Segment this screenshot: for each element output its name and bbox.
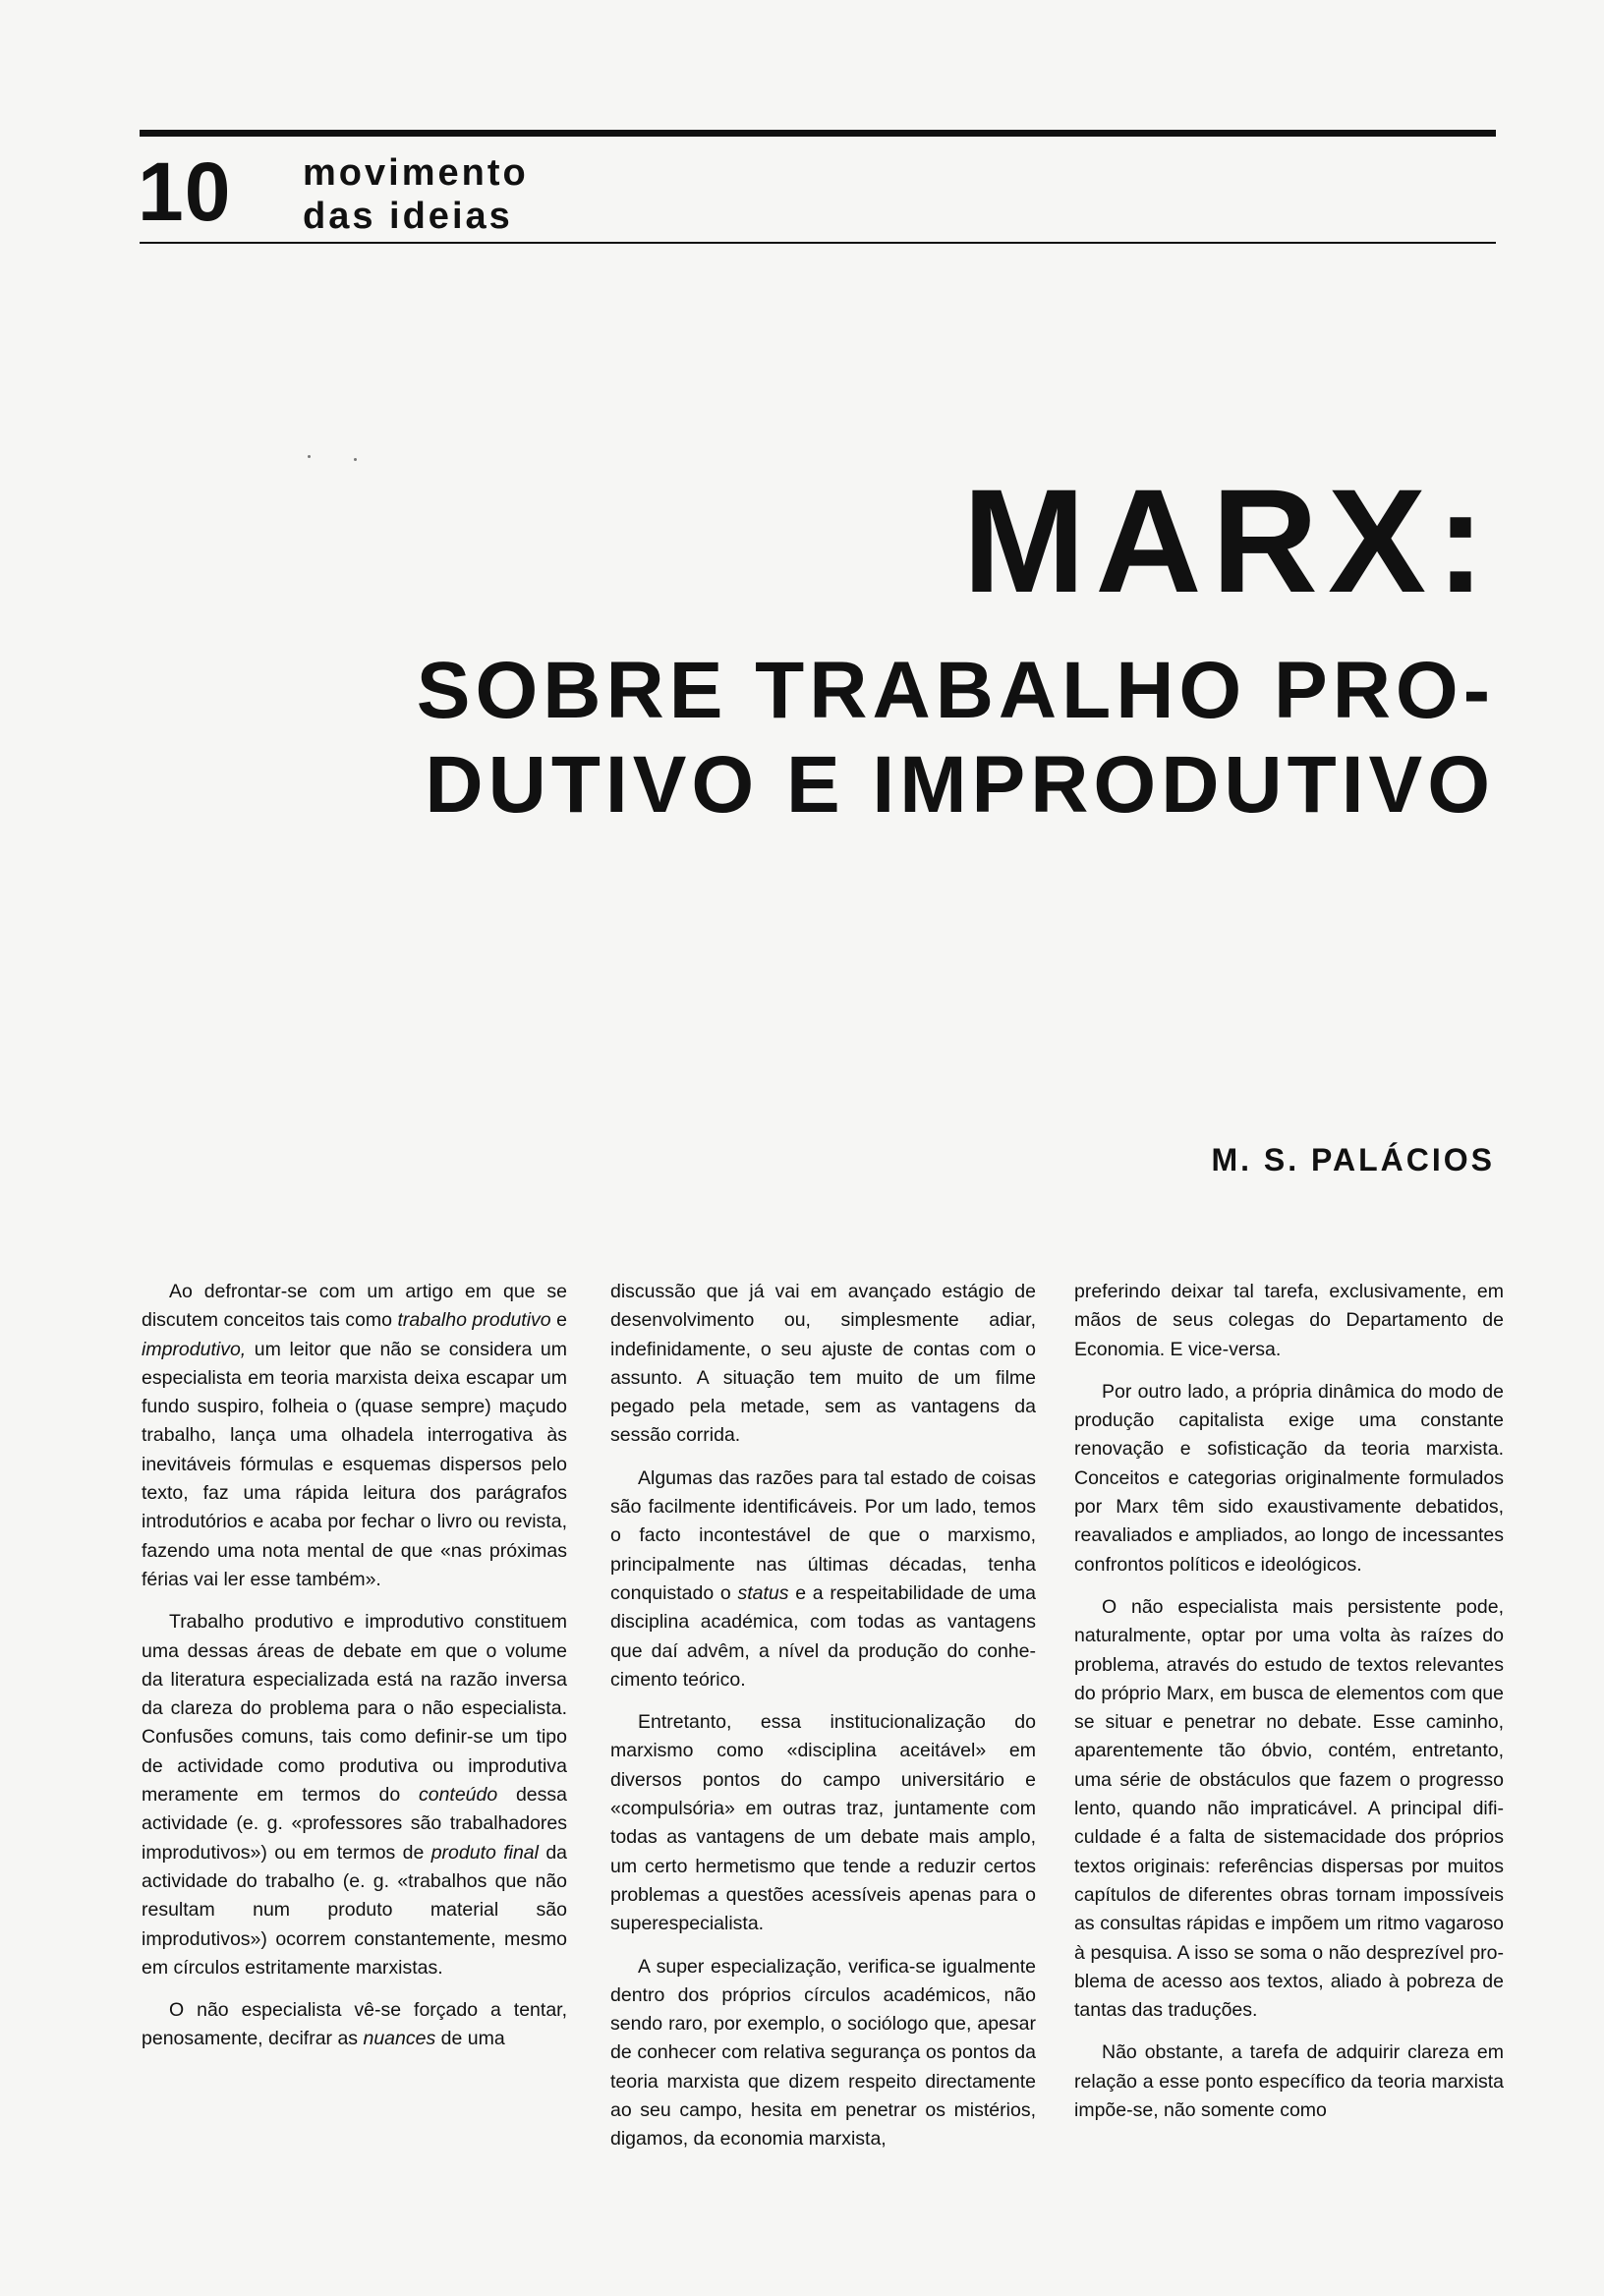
paragraph-text: de uma <box>435 2028 505 2050</box>
article-author: M. S. PALÁCIOS <box>1211 1142 1495 1177</box>
paragraph-text: Ao defrontar-se com um artigo em que se discutem conceitos tais como <box>142 1281 567 1332</box>
paragraph: Por outro lado, a própria dinâmica do modo de produção capitalista exige uma constante renovação e sofisticação da teoria marxista. Conceitos e categorias originalmente formulados por Marx têm sido exaustivamente debatidos, reavaliados e ampliados, ao longo de incessantes confrontos políticos e ideológicos. <box>1074 1380 1504 1576</box>
paragraph-text: da actividade do trabalho (e. g. «trabalhos que não resultam num produto material são improdutivos») ocorrem constantemente, mesmo em círculos estritamente marxistas. <box>142 1841 568 1979</box>
paragraph: Não obstante, a tarefa de adquirir clareza em relação a esse ponto específico da teoria marxista impõe-se, não somente como <box>1074 2041 1504 2122</box>
paragraph-text: Algumas das razões para tal estado de coisas são facilmente identificáveis. Por um lado, temos o facto incontestável de que o marxismo, principalmente nas últimas décadas, tenha conquistado o <box>610 1466 1036 1604</box>
print-speck <box>308 455 311 458</box>
paragraph: A super especialização, verifica-se igualmente dentro dos próprios círculos académicos, não sendo raro, por exemplo, o sociólogo que, apesar de conhecer com relativa segurança os pontos da teoria marxista que dizem respeito directamente ao seu campo, hesita em penetrar os mistérios, digamos, da economia marxista, <box>610 1955 1036 2151</box>
paragraph: preferindo deixar tal tarefa, exclusivamente, em mãos de seus colegas do Departamento de Economia. E vice-versa. <box>1074 1281 1504 1360</box>
header-top-rule <box>140 130 1496 137</box>
paragraph-text: um leitor que não se considera um especialista em teoria marxista deixa escapar um fundo suspiro, folheia o (quase sempre) maçudo trabalho, lança uma olhadela interrogativa às inevitáveis fórmulas e esquemas dispersos pelo texto, faz uma rápida leitura dos parágrafos introdutórios e acaba por fechar o livro ou revista, fazendo uma nota mental de que «nas próximas férias vai ler esse também». <box>142 1338 567 1590</box>
header-bottom-rule <box>140 242 1496 244</box>
paragraph: Entretanto, essa institucionalização do marxismo como «disciplina aceitável» em diversos pontos do campo universitário e «compulsória» em outras traz, juntamente com todas as vantagens de um debate mais amplo, um certo hermetismo que tende a reduzir certos problemas a questões acessíveis apenas para o superespecialista. <box>610 1711 1036 1935</box>
section-title-line-1: movimento <box>303 152 529 194</box>
paragraph <box>610 1464 1036 1694</box>
emphasis-text: nuances <box>363 2028 436 2050</box>
page-number: 10 <box>138 145 232 238</box>
emphasis-text: trabalho produtivo <box>397 1309 551 1332</box>
paragraph-text: O não especialista vê-se forçado a tentar, penosamente, decifrar as <box>142 1999 567 2050</box>
paragraph-text: Trabalho produtivo e improdutivo constituem uma dessas áreas de debate em que o volume da literatura especializada está na razão inversa da clareza do problema para o não especialista. Confusões comuns, tais como definir-se um tipo de actividade como produtiva ou improdutiva meramente em termos do <box>142 1611 567 1807</box>
emphasis-text: improdutivo, <box>142 1338 247 1360</box>
paragraph-text: e <box>550 1309 568 1332</box>
emphasis-text: status <box>737 1581 789 1604</box>
paragraph <box>142 1996 567 2054</box>
body-column-2 <box>610 1278 1036 2154</box>
paragraph: discussão que já vai em avançado estágio de desenvolvimento ou, simplesmente adiar, indefinidamente, o seu ajuste de contas com o assunto. A situação tem muito de um filme pegado pela metade, sem as vantagens da sessão corrida. <box>610 1281 1036 1447</box>
article-subtitle-line-1: SOBRE TRABALHO PRO- <box>416 646 1495 735</box>
article-title: MARX: <box>962 458 1495 623</box>
body-column-3 <box>1074 1278 1504 2125</box>
paragraph <box>142 1608 567 1982</box>
article-subtitle <box>273 644 1495 832</box>
paragraph <box>142 1278 567 1594</box>
body-column-1 <box>142 1278 567 2054</box>
paragraph-text: dessa actividade (e. g. «professores são trabalhadores improdutivos») ou em termos de <box>142 1784 567 1864</box>
emphasis-text: conteúdo <box>418 1784 498 1807</box>
section-title-line-2: das ideias <box>303 196 513 237</box>
section-title <box>303 151 529 238</box>
paragraph: O não especialista mais persistente pode, naturalmente, optar por uma volta às raízes do problema, através do estudo de textos relevantes do próprio Marx, em busca de elementos com que se situar e penetrar no debate. Esse caminho, aparentemente tão óbvio, contém, entretanto, uma série de obstáculos que fazem o progresso lento, quando não impraticável. A principal dificuldade é a falta de sistemacidade dos próprios textos originais: referências dispersas por muitos capítulos de diferentes obras tornam impossíveis as consultas rápidas e impõem um ritmo vagaroso à pesquisa. A isso se soma o não desprezível problema de acesso aos textos, aliado à pobreza de tantas das traduções. <box>1074 1595 1504 2022</box>
article-subtitle-line-2: DUTIVO E IMPRODUTIVO <box>425 740 1495 830</box>
emphasis-text: produto final <box>430 1841 539 1864</box>
paragraph-text: e a respeitabilidade de uma disciplina académica, com todas as vantagens que daí advêm, a nível da produção do conhecimento teórico. <box>610 1581 1036 1691</box>
print-speck <box>354 458 357 461</box>
